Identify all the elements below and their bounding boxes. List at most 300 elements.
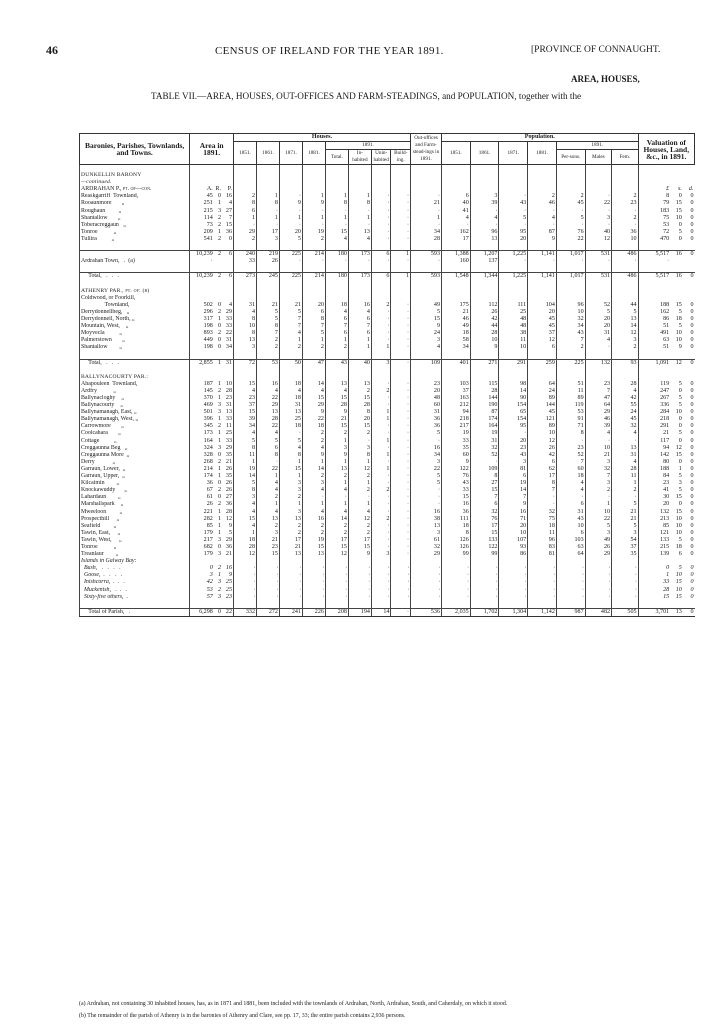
empty-cell — [638, 288, 670, 295]
valuation-pence: 0 — [690, 323, 694, 330]
houses-1891-uninhabited: · — [371, 530, 391, 537]
table-row — [80, 395, 695, 402]
pop-1881 — [528, 295, 557, 302]
out-offices: · — [411, 222, 442, 229]
houses-1891-uninhabited: · — [371, 229, 391, 236]
out-offices: 536 — [411, 608, 442, 616]
pop-1871: · — [499, 565, 528, 572]
pop-1871 — [499, 295, 528, 302]
pop-1891-persons: 18 — [556, 473, 585, 480]
spacer-cell — [391, 601, 411, 609]
pop-1871: · — [499, 258, 528, 265]
col-head-name: Baronies, Parishes, Townlands, and Towns. — [80, 134, 190, 165]
table-row — [80, 572, 695, 579]
houses-1891-building: 1 — [391, 273, 411, 281]
area-roods: 2 — [217, 586, 221, 593]
pop-1851: 58 — [442, 337, 471, 344]
spacer-cell — [556, 367, 585, 374]
pop-1891-females: 44 — [612, 302, 639, 309]
spacer-cell — [256, 243, 279, 251]
valuation-pence: 0 — [690, 508, 694, 515]
spacer-cell — [638, 601, 670, 609]
empty-cell — [683, 374, 695, 381]
out-offices: 23 — [411, 381, 442, 388]
valuation-pence: 0 — [690, 444, 694, 451]
pop-1851: 175 — [442, 302, 471, 309]
valuation-pence: 0 — [690, 480, 694, 487]
table-row — [80, 516, 695, 523]
pop-1891-persons: 51 — [556, 381, 585, 388]
valuation-shillings: 5 — [678, 402, 682, 409]
houses-1861: 29 — [256, 402, 279, 409]
valuation-pounds: 470 — [638, 236, 670, 243]
houses-1881: 2 — [302, 473, 325, 480]
houses-1851: 8 — [234, 330, 257, 337]
valuation-shillings — [670, 295, 683, 302]
pop-1891-males: 21 — [585, 452, 611, 459]
houses-1891-total: 9 — [325, 452, 348, 459]
empty-cell — [213, 374, 222, 381]
empty-cell — [499, 179, 528, 186]
pop-1891-males: 20 — [585, 316, 611, 323]
table-row — [80, 309, 695, 316]
houses-1891-building: · — [391, 594, 411, 601]
houses-1891-inhabited: 2 — [348, 523, 371, 530]
pop-1861: 144 — [470, 395, 499, 402]
table-row — [80, 430, 695, 437]
empty-cell — [528, 172, 557, 179]
spacer-cell — [612, 601, 639, 609]
pop-1891-males: 26 — [585, 544, 611, 551]
out-offices: 5 — [411, 480, 442, 487]
houses-1881: 1 — [302, 501, 325, 508]
empty-cell — [683, 288, 695, 295]
pop-1891-males: 5 — [585, 309, 611, 316]
pop-1861: 96 — [470, 229, 499, 236]
valuation-pence: 0 — [690, 430, 694, 437]
spacer-cell — [279, 243, 302, 251]
spacer-cell — [213, 281, 222, 288]
empty-cell — [234, 179, 257, 186]
pop-1861: · — [470, 594, 499, 601]
pop-1881 — [528, 558, 557, 565]
valuation-pounds: 3,701 — [638, 608, 670, 616]
area-roods: 2 — [217, 330, 221, 337]
spacer-cell — [670, 243, 683, 251]
census-table-wrapper — [79, 133, 695, 617]
spacer-cell — [302, 243, 325, 251]
place-name: Treanlaur „ — [80, 551, 190, 558]
table-row — [80, 544, 695, 551]
houses-1891-building: · — [391, 302, 411, 309]
houses-1851: 1 — [234, 215, 257, 222]
area-perches: 28 — [225, 387, 232, 394]
place-name: Ardrahan Town, . (a) — [80, 258, 190, 265]
houses-1891-inhabited: 17 — [348, 537, 371, 544]
houses-1871: · — [279, 587, 302, 594]
empty-cell — [638, 172, 670, 179]
place-name: Inishcorra, . . . — [80, 579, 190, 586]
area-acres: 501 — [190, 409, 213, 416]
pop-1851: 217 — [442, 423, 471, 430]
area-roods: 0 — [217, 337, 221, 344]
valuation-shillings: 6 — [678, 551, 682, 558]
valuation-pence: 0 — [683, 359, 695, 367]
empty-cell — [279, 186, 302, 193]
area-acres: 173 — [190, 430, 213, 437]
pop-1861: 32 — [470, 445, 499, 452]
area-perches: 11 — [226, 423, 232, 430]
houses-1891-inhabited: 12 — [348, 516, 371, 523]
place-name: Ardfry „ — [80, 388, 190, 395]
empty-cell — [371, 374, 391, 381]
empty-cell — [470, 288, 499, 295]
spacer-cell — [302, 165, 325, 173]
pop-1891-persons: 1,017 — [556, 251, 585, 259]
pop-1851: 40 — [442, 200, 471, 207]
spacer-row — [80, 165, 695, 173]
area-perches — [222, 558, 234, 565]
empty-cell — [391, 172, 411, 179]
place-name: Sixty-five others, . — [80, 594, 190, 601]
houses-1861: 16 — [256, 381, 279, 388]
pop-1891-males: 10 — [585, 445, 611, 452]
place-name: Derrydonnell, North, „ — [80, 316, 190, 323]
pop-1891-females: 13 — [612, 445, 639, 452]
empty-cell — [411, 179, 442, 186]
pop-1891-persons: 76 — [556, 229, 585, 236]
table-row — [80, 452, 695, 459]
col-head-pop-1881: 1881. — [528, 142, 557, 165]
pop-1891-persons — [556, 295, 585, 302]
houses-1871 — [279, 295, 302, 302]
pop-1891-females: 24 — [612, 409, 639, 416]
houses-1891-inhabited: 1 — [348, 193, 371, 200]
houses-1861: 8 — [256, 452, 279, 459]
houses-1861: 22 — [256, 466, 279, 473]
section-heading-row — [80, 179, 695, 186]
houses-1851: 13 — [234, 337, 257, 344]
area-roods: 1 — [217, 315, 221, 322]
houses-1881: 22 — [302, 416, 325, 423]
houses-1891-total: 13 — [325, 381, 348, 388]
pop-1851: 41 — [442, 208, 471, 215]
houses-1891-building: · — [391, 381, 411, 388]
pop-1891-persons: 23 — [556, 445, 585, 452]
place-name: Ballynamanagh, West, „ — [80, 416, 190, 423]
spacer-cell — [302, 265, 325, 273]
pop-1891-males: · — [585, 572, 611, 579]
empty-cell — [302, 172, 325, 179]
spacer-cell — [499, 265, 528, 273]
houses-1891-building: · — [391, 200, 411, 207]
area-acres: 396 — [190, 416, 213, 423]
valuation-pence: 0 — [690, 501, 694, 508]
valuation-shillings: 0 — [678, 221, 682, 228]
valuation-pence: 0 — [690, 416, 694, 423]
place-name: Tonroe „ — [80, 544, 190, 551]
houses-1861: 4 — [256, 430, 279, 437]
area-acres: 179 — [190, 551, 213, 558]
houses-1891-building: · — [391, 395, 411, 402]
area-acres: 0 — [190, 565, 213, 572]
houses-1891-total: 14 — [325, 516, 348, 523]
valuation-pounds — [638, 295, 670, 302]
houses-1891-uninhabited: · — [371, 523, 391, 530]
footnote-a: (a) Ardrahan, not containing 30 inhabited houses, has, as in 1871 and 1881, been included with the townlands of Ardrahan, North, Ardrahan, South, and Caherdaly, on which it stood. — [79, 1001, 508, 1007]
pop-1861: 122 — [470, 544, 499, 551]
pop-1851: 76 — [442, 473, 471, 480]
table-row — [80, 594, 695, 601]
empty-cell — [470, 186, 499, 193]
spacer-cell — [279, 165, 302, 173]
pop-1861: 31 — [470, 438, 499, 445]
area-roods: 1 — [217, 395, 221, 402]
houses-1861: 28 — [256, 416, 279, 423]
spacer-cell — [325, 351, 348, 359]
pop-1861: 99 — [470, 551, 499, 558]
spacer-cell — [499, 165, 528, 173]
houses-1861: 4 — [256, 509, 279, 516]
spacer-cell — [442, 165, 471, 173]
pop-1851: · — [442, 587, 471, 594]
out-offices: 49 — [411, 302, 442, 309]
pop-1891-females — [612, 295, 639, 302]
houses-1891-total: · — [325, 258, 348, 265]
area-roods: 3 — [217, 593, 221, 600]
spacer-cell — [585, 243, 611, 251]
valuation-unit: s. — [677, 186, 682, 193]
houses-1851: 19 — [234, 466, 257, 473]
col-head-area: Area in 1891. — [190, 134, 234, 165]
pop-1861: 32 — [470, 509, 499, 516]
area-acres: 324 — [190, 445, 213, 452]
table-row — [80, 222, 695, 229]
area-roods: 0 — [217, 301, 221, 308]
place-name: Mountain, West, „ — [80, 323, 190, 330]
valuation-pence — [683, 558, 695, 565]
pop-1891-persons: 7 — [556, 337, 585, 344]
valuation-pence: 0 — [690, 301, 694, 308]
pop-1871: · — [499, 208, 528, 215]
houses-1891-inhabited: 194 — [348, 608, 371, 616]
empty-cell — [279, 172, 302, 179]
spacer-cell — [670, 165, 683, 173]
valuation-shillings: 10 — [675, 330, 682, 337]
houses-1871: 50 — [279, 359, 302, 367]
houses-1891-uninhabited: · — [371, 222, 391, 229]
valuation-pounds: 1,091 — [638, 359, 670, 367]
pop-1871: 16 — [499, 509, 528, 516]
houses-1881: 9 — [302, 409, 325, 416]
pop-1861: 1,702 — [470, 608, 499, 616]
pop-1891-males: 47 — [585, 395, 611, 402]
area-acres: 221 — [190, 509, 213, 516]
place-name: Cottage „ — [80, 438, 190, 445]
table-row — [80, 487, 695, 494]
spacer-cell — [222, 265, 234, 273]
empty-cell — [279, 179, 302, 186]
spacer-cell — [528, 281, 557, 288]
valuation-shillings: 0 — [678, 235, 682, 242]
empty-cell — [442, 186, 471, 193]
houses-1881: 2 — [302, 430, 325, 437]
spacer-cell — [391, 265, 411, 273]
empty-cell — [638, 179, 670, 186]
pop-1891-males: · — [585, 587, 611, 594]
pop-1861: 3 — [470, 193, 499, 200]
valuation-pounds: 132 — [638, 509, 670, 516]
pop-1851: 103 — [442, 381, 471, 388]
houses-1891-building: · — [391, 551, 411, 558]
houses-1891-building: · — [391, 509, 411, 516]
houses-1881: 5 — [302, 330, 325, 337]
area-perches: 7 — [228, 214, 232, 221]
pop-1891-persons: 31 — [556, 509, 585, 516]
pop-1871: 86 — [499, 551, 528, 558]
valuation-pence: 0 — [690, 473, 694, 480]
empty-cell — [556, 374, 585, 381]
area-perches: 4 — [228, 301, 232, 308]
area-acres: 282 — [190, 516, 213, 523]
spacer-cell — [411, 351, 442, 359]
area-perches: 33 — [225, 416, 232, 423]
area-acres: 215 — [190, 208, 213, 215]
houses-1891-total: · — [325, 579, 348, 586]
valuation-shillings: 10 — [675, 214, 682, 221]
houses-1851: 15 — [234, 381, 257, 388]
pop-1891-persons: 71 — [556, 423, 585, 430]
empty-cell — [302, 179, 325, 186]
spacer-row — [80, 367, 695, 374]
table-row — [80, 337, 695, 344]
pop-1851: 43 — [442, 480, 471, 487]
pop-1891-females: 54 — [612, 537, 639, 544]
area-roods: 2 — [217, 487, 221, 494]
area-acres: 209 — [190, 229, 213, 236]
area-perches: 27 — [225, 207, 232, 214]
spacer-cell — [612, 367, 639, 374]
empty-cell — [612, 179, 639, 186]
houses-1891-uninhabited: · — [371, 587, 391, 594]
houses-1891-uninhabited: · — [371, 236, 391, 243]
houses-1891-inhabited: 9 — [348, 551, 371, 558]
valuation-pounds: 33 — [638, 579, 670, 586]
houses-1861: 17 — [256, 229, 279, 236]
houses-1891-building: · — [391, 565, 411, 572]
pop-1861: 164 — [470, 423, 499, 430]
houses-1891-uninhabited: 6 — [371, 251, 391, 259]
empty-cell — [256, 186, 279, 193]
valuation-pence: 0 — [690, 437, 694, 444]
pop-1891-persons: · — [556, 494, 585, 501]
pop-1891-persons: 60 — [556, 466, 585, 473]
valuation-pounds: 142 — [638, 452, 670, 459]
page-title: CENSUS OF IRELAND FOR THE YEAR 1891. — [215, 45, 444, 57]
empty-cell — [670, 374, 683, 381]
place-name: Coolcahara „ — [80, 430, 190, 437]
valuation-pence: 0 — [690, 536, 694, 543]
area-roods: 1 — [217, 529, 221, 536]
houses-1881: · — [302, 572, 325, 579]
houses-1891-uninhabited: · — [371, 494, 391, 501]
houses-1891-uninhabited: · — [371, 537, 391, 544]
area-roods: 3 — [217, 444, 221, 451]
pop-1881: 4 — [528, 215, 557, 222]
valuation-shillings: 15 — [675, 207, 682, 214]
pop-1851: 218 — [442, 416, 471, 423]
out-offices: 1 — [411, 215, 442, 222]
houses-1891-total: 4 — [325, 388, 348, 395]
out-offices: 5 — [411, 309, 442, 316]
houses-1891-uninhabited: · — [371, 258, 391, 265]
empty-cell — [499, 172, 528, 179]
houses-1891-building: · — [391, 323, 411, 330]
valuation-shillings: 15 — [675, 508, 682, 515]
houses-1881: 226 — [302, 608, 325, 616]
pop-1891-persons: · — [556, 258, 585, 265]
spacer-cell — [442, 265, 471, 273]
houses-1881: · — [302, 587, 325, 594]
houses-1891-inhabited: · — [348, 579, 371, 586]
valuation-shillings: 9 — [678, 344, 682, 351]
valuation-pence: 0 — [690, 235, 694, 242]
houses-1871: 4 — [279, 445, 302, 452]
empty-cell — [556, 186, 585, 193]
houses-1891-inhabited: 1 — [348, 337, 371, 344]
valuation-pounds: 247 — [638, 388, 670, 395]
pop-1851: 33 — [442, 438, 471, 445]
houses-1891-total: 4 — [325, 236, 348, 243]
houses-1891-total: 21 — [325, 416, 348, 423]
houses-1871: · — [279, 594, 302, 601]
houses-1891-uninhabited: 3 — [371, 551, 391, 558]
pop-1891-females: 2 — [612, 215, 639, 222]
place-name: Tawin, West, „ — [80, 537, 190, 544]
houses-1881: 8 — [302, 316, 325, 323]
area-roods: 3 — [217, 402, 221, 409]
spacer-cell — [528, 601, 557, 609]
out-offices: 21 — [411, 200, 442, 207]
pop-1861: · — [470, 572, 499, 579]
houses-1851: 5 — [234, 438, 257, 445]
houses-1851: 8 — [234, 445, 257, 452]
area-acres: 57 — [190, 594, 213, 601]
pop-1891-persons: · — [556, 579, 585, 586]
houses-1881: 2 — [302, 523, 325, 530]
pop-1871: 107 — [499, 537, 528, 544]
table-row — [80, 316, 695, 323]
pop-1861: 39 — [470, 200, 499, 207]
area-roods: 0 — [217, 451, 221, 458]
pop-1891-persons: 225 — [556, 359, 585, 367]
pop-1851: 49 — [442, 323, 471, 330]
pop-1891-females: 4 — [612, 388, 639, 395]
spacer-cell — [213, 265, 222, 273]
pop-1881: 18 — [528, 523, 557, 530]
spacer-cell — [585, 165, 611, 173]
empty-cell — [391, 179, 411, 186]
houses-1851: 34 — [234, 423, 257, 430]
table-row — [80, 587, 695, 594]
spacer-cell — [256, 281, 279, 288]
place-name: Kilcaimin „ — [80, 480, 190, 487]
houses-1891-inhabited: · — [348, 587, 371, 594]
houses-1851: · — [234, 222, 257, 229]
table-row — [80, 530, 695, 537]
valuation-pounds: 218 — [638, 416, 670, 423]
houses-1891-inhabited: 4 — [348, 236, 371, 243]
